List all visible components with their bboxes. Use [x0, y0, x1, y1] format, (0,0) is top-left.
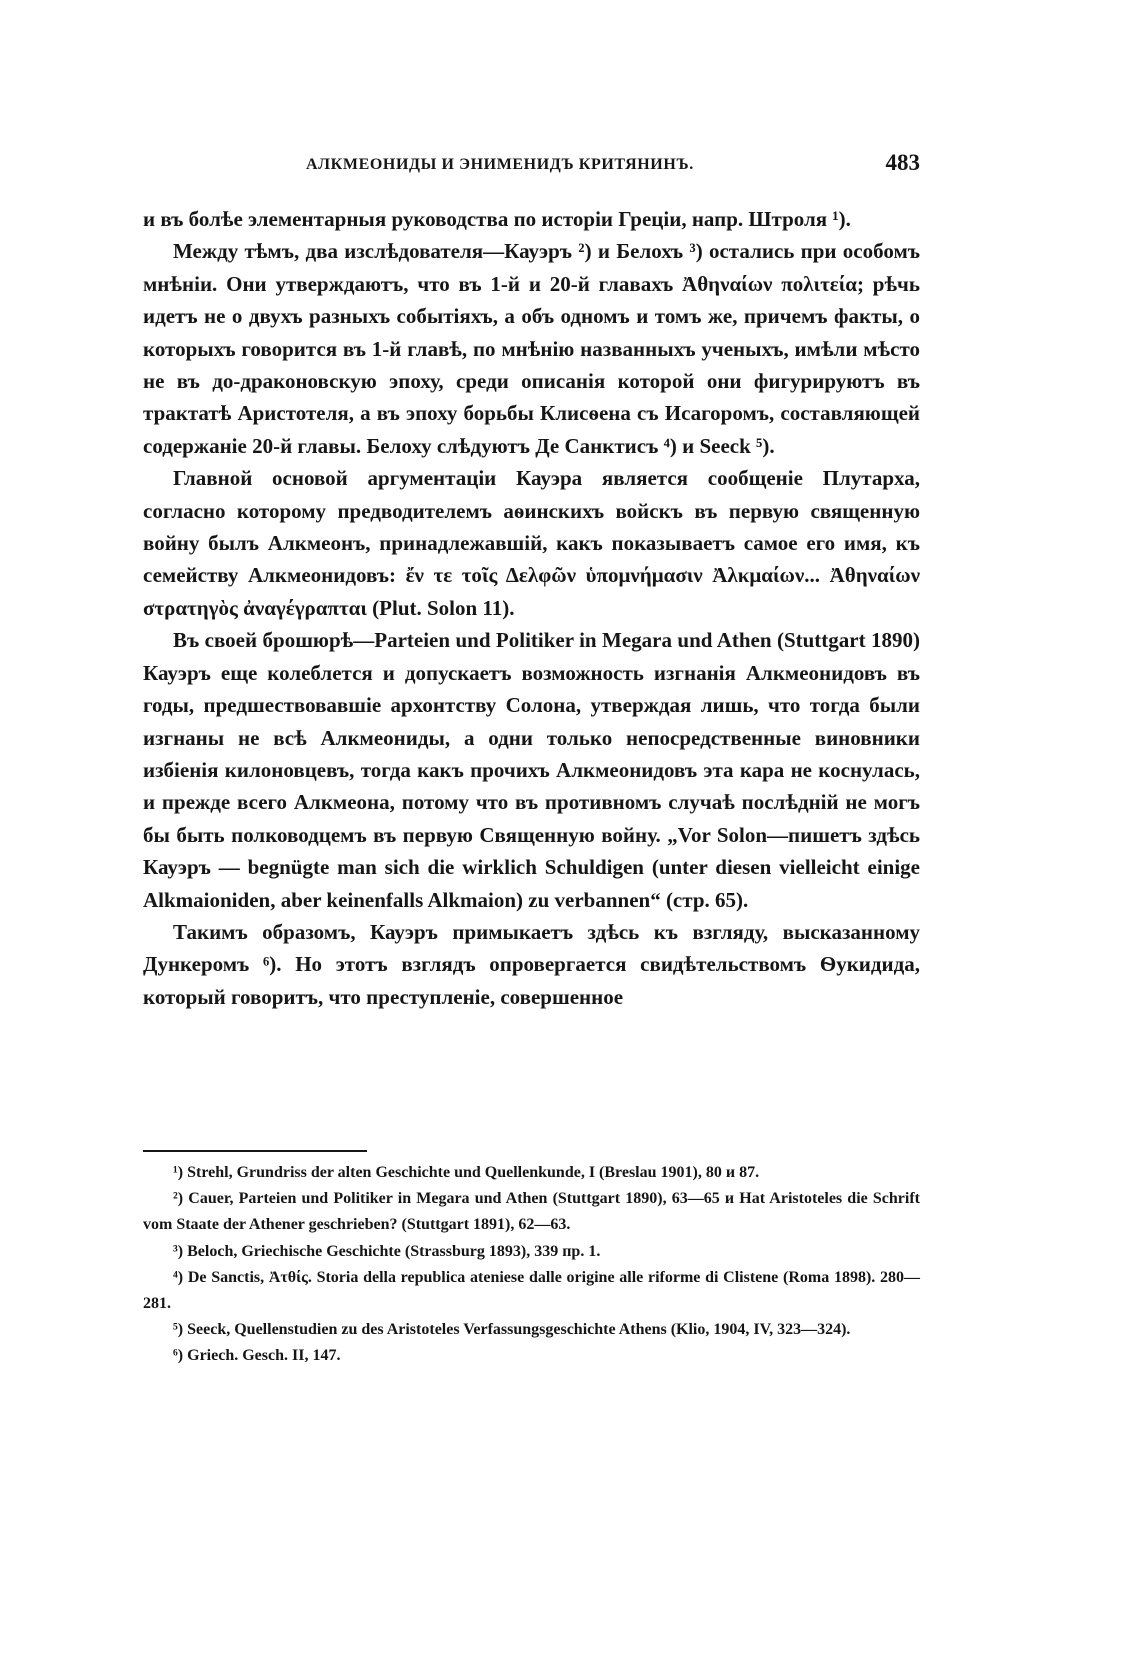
footnote: ⁵) Seeck, Quellenstudien zu des Aristoteles Verfassungsgeschichte Athens (Klio, 1904, IV, 323—324).	[173, 1321, 851, 1339]
page-number: 483	[885, 150, 920, 175]
paragraph: Въ своей брошюрѣ—Parteien und Politiker in Megara und Athen (Stuttgart 1890) Кауэръ еще колеблется и допускаетъ возможность изгнанія Алкмеонидовъ въ годы, предшествовавшіе архонтству Солона, утверждая лишь, что тогда были изгнаны не всѣ Алкмеониды, а одни только непосредственные виновники избіенія килоновцевъ, тогда какъ прочихъ Алкмеонидовъ эта кара не коснулась, и прежде всего Алкмеона, потому что въ противномъ случаѣ послѣдній не могъ бы быть полководцемъ въ первую Священную войну. „Vor Solon—пишетъ здѣсь Кауэръ — begnügte man sich die wirklich Schuldigen (unter diesen vielleicht einige Alkmaioniden, aber keinenfalls Alkmaion) zu verbannen“ (стр. 65).	[143, 628, 920, 912]
footnote: ²) Cauer, Parteien und Politiker in Megara und Athen (Stuttgart 1890), 63—65 и Hat Aristoteles die Schrift vom Staate der Athener geschrieben? (Stuttgart 1891), 62—63.	[143, 1190, 920, 1234]
footnote: ³) Beloch, Griechische Geschichte (Strassburg 1893), 339 пр. 1.	[173, 1242, 601, 1260]
paragraph: Между тѣмъ, два изслѣдователя—Кауэръ ²) и Белохъ ³) остались при особомъ мнѣніи. Они утверждаютъ, что въ 1-й и 20-й главахъ Ἀθηναίων πολιτεία; рѣчь идетъ не о двухъ разныхъ событіяхъ, а объ одномъ и томъ же, причемъ факты, о которыхъ говорится въ 1-й главѣ, по мнѣнію названныхъ ученыхъ, имѣли мѣсто не въ до-драконовскую эпоху, среди описанія которой они фигурируютъ въ трактатѣ Аристотеля, а въ эпоху борьбы Клисѳена съ Исагоромъ, составляющей содержаніе 20-й главы. Белоху слѣдуютъ Де Санктисъ ⁴) и Seeck ⁵).	[143, 239, 920, 458]
paragraph: и въ болѣе элементарныя руководства по исторіи Греціи, напр. Штроля ¹).	[143, 207, 851, 231]
main-text	[143, 203, 920, 1013]
paragraph: Главной основой аргументаціи Кауэра является сообщеніе Плутарха, согласно которому предводителемъ аѳинскихъ войскъ въ первую священную войну былъ Алкмеонъ, принадлежавшій, какъ показываетъ самое его имя, къ семейству Алкмеонидовъ: ἔν τε τοῖς Δελφῶν ὑπομνήμασιν Ἀλκμαίων... Ἀθηναίων στρατηγὸς ἀναγέγραπται (Plut. Solon 11).	[143, 466, 920, 620]
footnote: ⁴) De Sanctis, Ἀτθίς. Storia della republica ateniese dalle origine alle riforme di Clistene (Roma 1898). 280—281.	[143, 1268, 920, 1313]
paragraph: Такимъ образомъ, Кауэръ примыкаетъ здѣсь къ взгляду, высказанному Дункеромъ ⁶). Но этотъ взглядъ опровергается свидѣтельствомъ Ѳукидида, который говоритъ, что преступленіе, совершенное	[143, 919, 920, 1009]
footnote: ¹) Strehl, Grundriss der alten Geschichte und Quellenkunde, I (Breslau 1901), 80 и 87.	[173, 1164, 760, 1181]
footnote: ⁶) Griech. Gesch. II, 147.	[173, 1347, 341, 1365]
footnotes	[143, 1160, 920, 1370]
footnote-divider	[143, 1150, 367, 1152]
running-title: АЛКМЕОНИДЫ И ЭНИМЕНИДЪ КРИТЯНИНЪ.	[306, 156, 694, 173]
page-header	[143, 150, 920, 182]
